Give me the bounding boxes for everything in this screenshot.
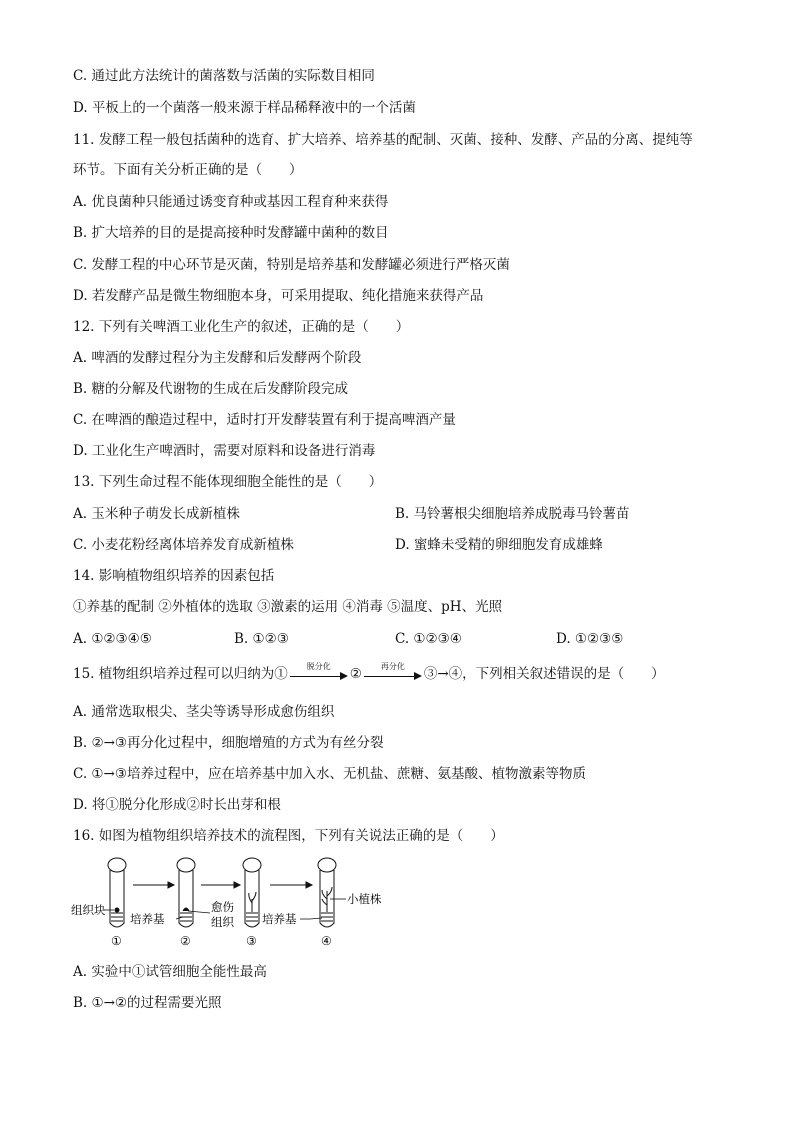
medium-label-1: 培养基 (130, 912, 165, 926)
question-11-stem-cont: 环节。下面有关分析正确的是（ ） (73, 162, 303, 178)
option-13b: B. 马铃薯根尖细胞培养成脱毒马铃薯苗 (395, 506, 630, 522)
option-16b: B. ①→②的过程需要光照 (73, 995, 222, 1011)
option-12d: D. 工业化生产啤酒时，需要对原料和设备进行消毒 (73, 443, 376, 459)
question-15-mid: ② (349, 666, 362, 682)
tissue-block-label: 组织块 (71, 903, 106, 917)
test-tube-3 (243, 858, 261, 927)
tube-number-1: ① (111, 934, 122, 948)
tissue-culture-flow-diagram (70, 855, 400, 955)
question-11-stem: 11. 发酵工程一般包括菌种的选育、扩大培养、培养基的配制、灭菌、接种、发酵、产品的分离、提纯等 (73, 132, 693, 148)
option-13c: C. 小麦花粉经离体培养发育成新植株 (73, 537, 294, 553)
test-tube-1 (108, 858, 126, 927)
plantlet-label: 小植株 (347, 892, 382, 906)
option-15a: A. 通常选取根尖、茎尖等诱导形成愈伤组织 (73, 704, 335, 720)
option-13d: D. 蜜蜂未受精的卵细胞发育成雄蜂 (395, 537, 603, 553)
option-10d: D. 平板上的一个菌落一般来源于样品稀释液中的一个活菌 (73, 100, 416, 116)
flow-arrow-1 (133, 882, 174, 888)
option-14d: D. ①②③⑤ (556, 631, 624, 647)
question-14-factors: ①养基的配制 ②外植体的选取 ③激素的运用 ④消毒 ⑤温度、pH、光照 (73, 599, 503, 615)
option-14a: A. ①②③④⑤ (73, 631, 152, 647)
tube-number-2: ② (180, 934, 191, 948)
option-11a: A. 优良菌种只能通过诱变育种或基因工程育种来获得 (73, 194, 389, 210)
question-16-stem: 16. 如图为植物组织培养技术的流程图，下列有关说法正确的是（ ） (73, 828, 504, 844)
callus-label-line1: 愈伤 (211, 900, 234, 914)
option-10c: C. 通过此方法统计的菌落数与活菌的实际数目相同 (73, 68, 375, 84)
option-12c: C. 在啤酒的酿造过程中，适时打开发酵装置有利于提高啤酒产量 (73, 412, 456, 428)
callus-label-line2: 组织 (211, 915, 234, 929)
option-14b: B. ①②③ (234, 631, 289, 647)
flow-arrow-2 (201, 882, 240, 888)
question-12-stem: 12. 下列有关啤酒工业化生产的叙述，正确的是（ ） (73, 319, 410, 335)
question-15-stem (73, 661, 665, 684)
tube-number-4: ④ (321, 934, 332, 948)
tube-number-3: ③ (246, 934, 257, 948)
test-tube-2 (177, 858, 195, 927)
option-13a: A. 玉米种子萌发长成新植株 (73, 506, 240, 522)
dedifferentiation-label: 脱分化 (306, 661, 331, 671)
medium-label-2: 培养基 (262, 912, 297, 926)
option-12a: A. 啤酒的发酵过程分为主发酵和后发酵两个阶段 (73, 350, 362, 366)
option-15b: B. ②→③再分化过程中，细胞增殖的方式为有丝分裂 (73, 735, 384, 751)
flow-diagram-svg (70, 855, 400, 955)
flow-arrow-3 (270, 882, 312, 888)
dedifferentiation-arrow (290, 661, 348, 682)
option-11c: C. 发酵工程的中心环节是灭菌，特别是培养基和发酵罐必须进行严格灭菌 (73, 257, 510, 273)
redifferentiation-arrow (364, 661, 422, 682)
question-15-prefix: 15. 植物组织培养过程可以归纳为① (73, 666, 288, 682)
option-14c: C. ①②③④ (395, 631, 462, 647)
option-15d: D. 将①脱分化形成②时长出芽和根 (73, 797, 281, 813)
option-12b: B. 糖的分解及代谢物的生成在后发酵阶段完成 (73, 381, 349, 397)
question-14-stem: 14. 影响植物组织培养的因素包括 (73, 568, 275, 584)
redifferentiation-label: 再分化 (380, 661, 405, 671)
option-16a: A. 实验中①试管细胞全能性最高 (73, 964, 267, 980)
test-tube-4 (318, 858, 336, 927)
option-11b: B. 扩大培养的目的是提高接种时发酵罐中菌种的数目 (73, 225, 389, 241)
question-15-suffix: ③→④，下列相关叙述错误的是（ ） (423, 666, 665, 682)
option-15c: C. ①→③培养过程中，应在培养基中加入水、无机盐、蔗糖、氨基酸、植物激素等物质 (73, 766, 586, 782)
option-11d: D. 若发酵产品是微生物细胞本身，可采用提取、纯化措施来获得产品 (73, 288, 484, 304)
question-13-stem: 13. 下列生命过程不能体现细胞全能性的是（ ） (73, 474, 383, 490)
